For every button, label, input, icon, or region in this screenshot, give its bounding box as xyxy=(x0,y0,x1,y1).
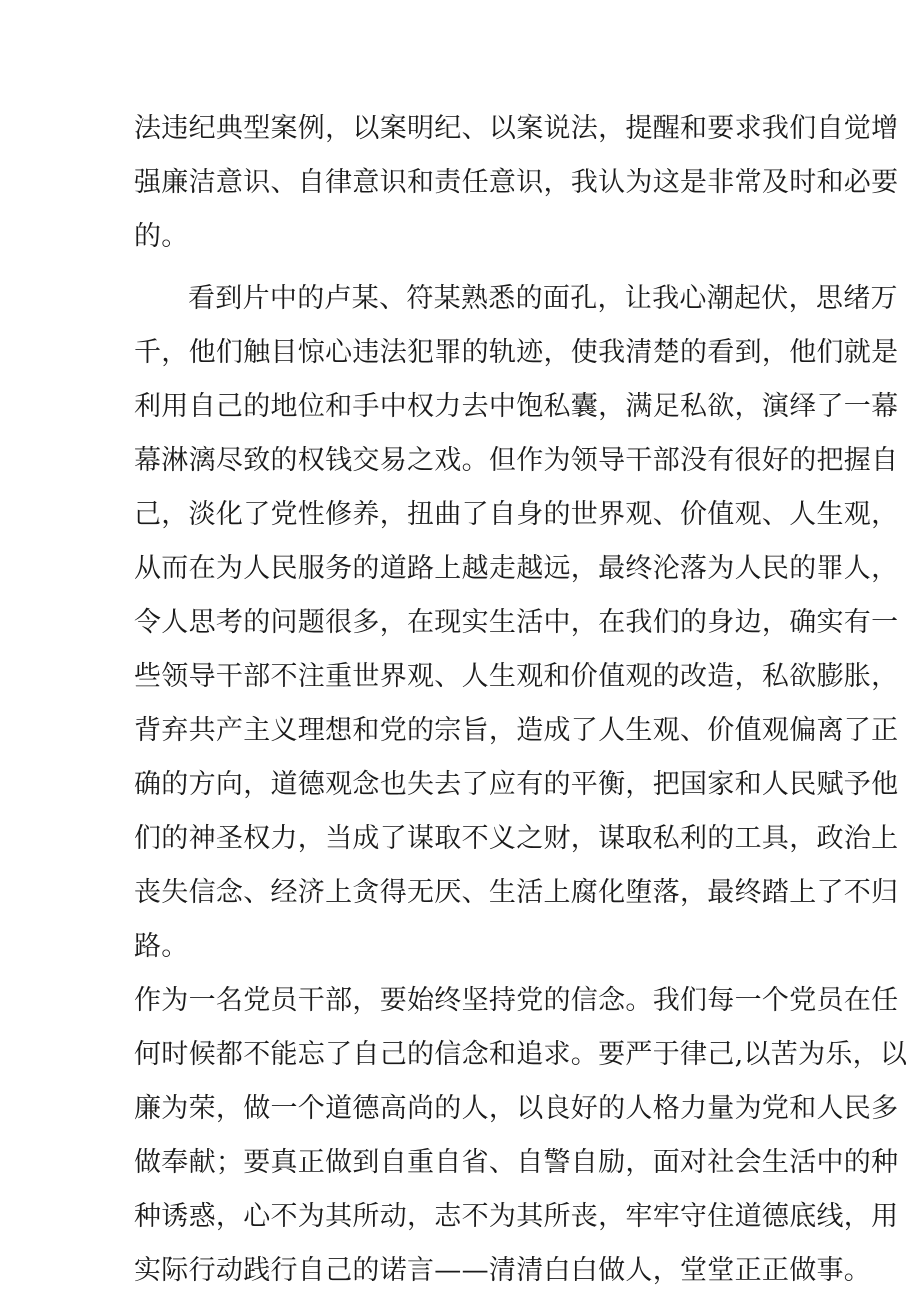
paragraph-3 xyxy=(134,974,908,1298)
text-line: 利用自己的地位和手中权力去中饱私囊，满足私欲，演绎了一幕 xyxy=(134,391,899,422)
text-line: 路。 xyxy=(134,931,189,962)
text-line: 确的方向，道德观念也失去了应有的平衡，把国家和人民赋予他 xyxy=(134,769,899,800)
text-line: 实际行动践行自己的诺言——清清白白做人，堂堂正正做事。 xyxy=(134,1255,872,1286)
text-line: 从而在为人民服务的道路上越走越远，最终沦落为人民的罪人， xyxy=(134,553,899,584)
text-line: 千，他们触目惊心违法犯罪的轨迹，使我清楚的看到，他们就是 xyxy=(134,337,899,368)
text-line: 种诱惑，心不为其所动，志不为其所丧，牢牢守住道德底线，用 xyxy=(134,1201,899,1232)
text-line: 令人思考的问题很多，在现实生活中，在我们的身边，确实有一 xyxy=(134,607,899,638)
text-line: 法违纪典型案例，以案明纪、以案说法，提醒和要求我们自觉增 xyxy=(134,113,899,144)
text-line: 廉为荣，做一个道德高尚的人，以良好的人格力量为党和人民多 xyxy=(134,1093,899,1124)
text-line: 幕淋漓尽致的权钱交易之戏。但作为领导干部没有很好的把握自 xyxy=(134,445,899,476)
text-line: 背弃共产主义理想和党的宗旨，造成了人生观、价值观偏离了正 xyxy=(134,715,899,746)
paragraph-2 xyxy=(134,272,899,974)
text-line: 的。 xyxy=(134,221,189,252)
text-line: 己，淡化了党性修养，扭曲了自身的世界观、价值观、人生观， xyxy=(134,499,899,530)
text-line: 丧失信念、经济上贪得无厌、生活上腐化堕落，最终踏上了不归 xyxy=(134,877,899,908)
text-line: 何时候都不能忘了自己的信念和追求。要严于律己,以苦为乐，以 xyxy=(134,1039,908,1070)
document-page xyxy=(134,102,908,1298)
text-line: 作为一名党员干部，要始终坚持党的信念。我们每一个党员在任 xyxy=(134,985,899,1016)
text-line: 做奉献；要真正做到自重自省、自警自励，面对社会生活中的种 xyxy=(134,1147,899,1178)
text-line: 看到片中的卢某、符某熟悉的面孔，让我心潮起伏，思绪万 xyxy=(188,283,898,314)
text-line: 们的神圣权力，当成了谋取不义之财，谋取私利的工具，政治上 xyxy=(134,823,899,854)
paragraph-1 xyxy=(134,102,899,264)
text-line: 些领导干部不注重世界观、人生观和价值观的改造，私欲膨胀， xyxy=(134,661,899,692)
text-line: 强廉洁意识、自律意识和责任意识，我认为这是非常及时和必要 xyxy=(134,167,899,198)
